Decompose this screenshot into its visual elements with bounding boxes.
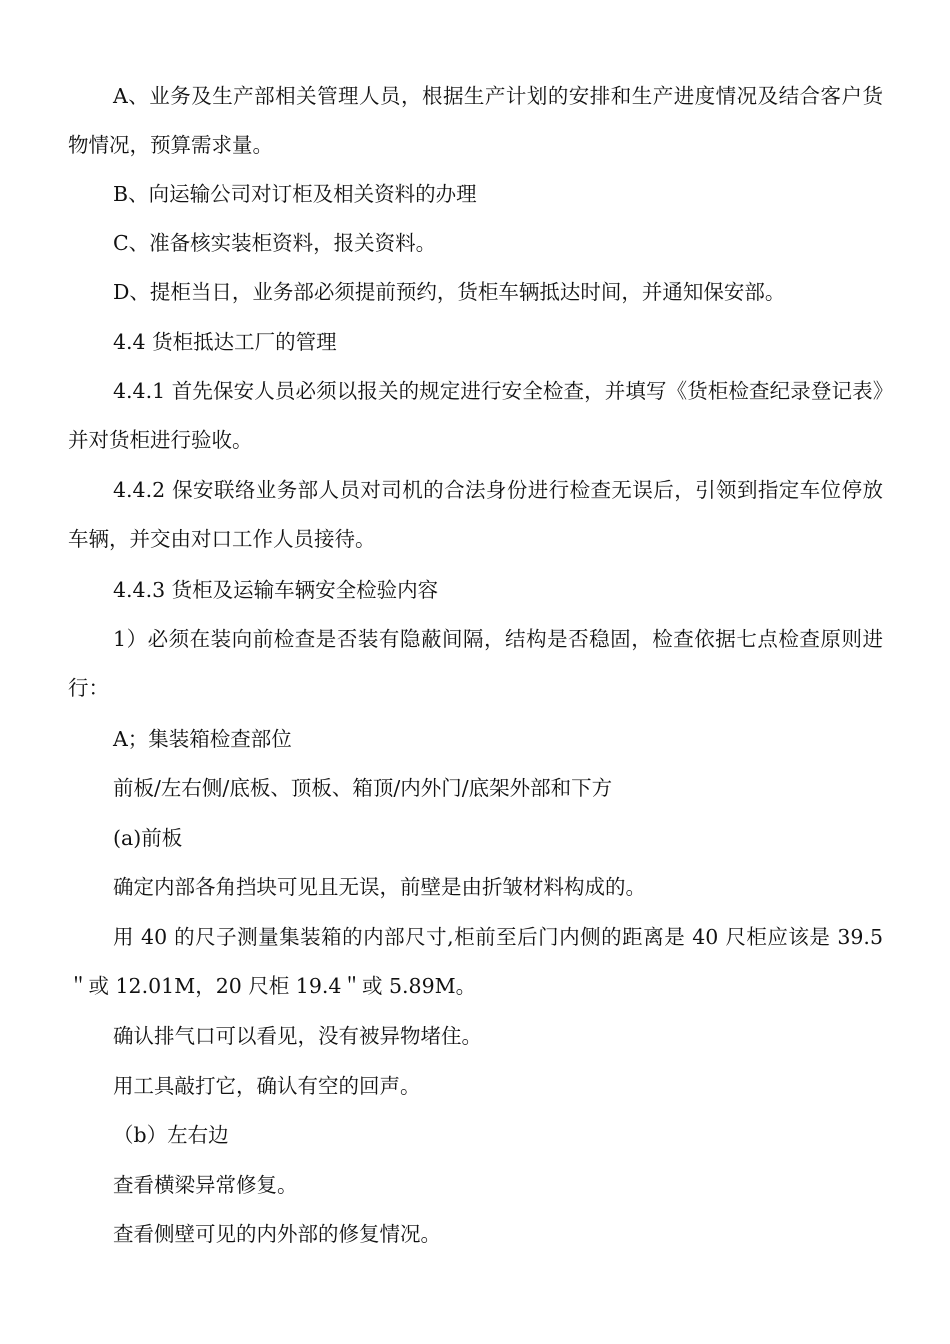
- paragraph-knock-test: 用工具敲打它，确认有空的回声。: [113, 1074, 421, 1098]
- paragraph-a-demand-estimate: A、业务及生产部相关管理人员，根据生产计划的安排和生产进度情况及结合客户货物情况，预算需求量。: [68, 84, 883, 157]
- paragraph-beam-check: 查看横梁异常修复。: [113, 1173, 298, 1197]
- paragraph-side-wall-check: 查看侧壁可见的内外部的修复情况。: [113, 1222, 441, 1246]
- paragraph-c-loading-documents: C、准备核实装柜资料，报关资料。: [113, 231, 437, 255]
- paragraph-measurement: 用 40 的尺子测量集装箱的内部尺寸,柜前至后门内侧的距离是 40 尺柜应该是 39.5＂或 12.01M，20 尺柜 19.4＂或 5.89M。: [68, 925, 883, 998]
- paragraph-a-inspection-parts: A；集装箱检查部位: [113, 727, 292, 751]
- paragraph-d-pickup-appointment: D、提柜当日，业务部必须提前预约，货柜车辆抵达时间，并通知保安部。: [113, 280, 786, 304]
- paragraph-left-right-sides: （b）左右边: [113, 1123, 229, 1147]
- paragraph-4-4-1: 4.4.1 首先保安人员必须以报关的规定进行安全检查，并填写《货柜检查纪录登记表》并对货柜进行验收。: [68, 379, 883, 452]
- paragraph-b-container-booking: B、向运输公司对订柜及相关资料的办理: [113, 182, 477, 206]
- paragraph-4-4-3: 4.4.3 货柜及运输车辆安全检验内容: [113, 578, 439, 602]
- paragraph-4-4-2: 4.4.2 保安联络业务部人员对司机的合法身份进行检查无误后，引领到指定车位停放车辆，并交由对口工作人员接待。: [68, 478, 883, 551]
- paragraph-item-1: 1）必须在装向前检查是否装有隐蔽间隔，结构是否稳固，检查依据七点检查原则进行：: [68, 627, 883, 700]
- paragraph-corner-blocks: 确定内部各角挡块可见且无误，前壁是由折皱材料构成的。: [113, 875, 646, 899]
- paragraph-vent-check: 确认排气口可以看见，没有被异物堵住。: [113, 1024, 482, 1048]
- paragraph-parts-list: 前板/左右侧/底板、顶板、箱顶/内外门/底架外部和下方: [113, 776, 613, 800]
- section-heading-4-4: 4.4 货柜抵达工厂的管理: [113, 330, 337, 354]
- paragraph-front-panel: (a)前板: [113, 826, 183, 850]
